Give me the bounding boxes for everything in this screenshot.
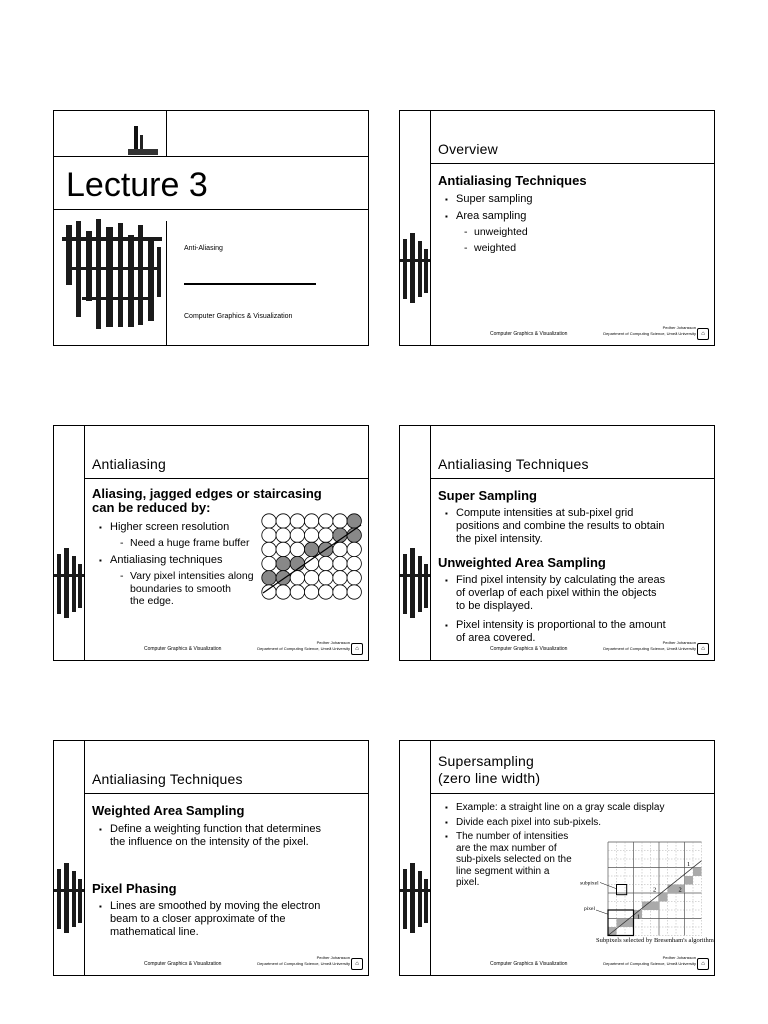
lecture-title: Lecture 3	[66, 166, 208, 204]
subpixel-grid-figure	[580, 838, 710, 950]
pixel-arrow	[596, 910, 608, 914]
bullet: ▪ The number of intensities are the max number of sub-pixels selected on the line segment within a pixel.	[456, 831, 572, 889]
bullet: ▪ Divide each pixel into sub-pixels.	[456, 816, 601, 829]
pixel-circle	[276, 556, 290, 570]
tree-icon	[54, 544, 84, 622]
slide-3	[53, 425, 369, 661]
pixel-circle	[304, 514, 318, 528]
section-heading: Antialiasing Techniques	[438, 173, 587, 188]
pixel-circle	[262, 556, 276, 570]
pixel-circle	[304, 585, 318, 599]
pixel-circle	[262, 528, 276, 542]
footer-course: Computer Graphics & Visualization	[144, 961, 222, 967]
sub-bullet: - Vary pixel intensities along boundaries to smooth the edge.	[130, 570, 254, 608]
tree-icon	[400, 229, 430, 307]
pixel-circle	[319, 528, 333, 542]
footer-course: Computer Graphics & Visualization	[490, 646, 568, 652]
pixel-circle	[319, 514, 333, 528]
tree-illustration-large	[62, 217, 166, 335]
pixel-circle	[304, 571, 318, 585]
footer-author: Pedher Johansson Department of Computing Science, Umeå University	[257, 955, 350, 966]
pixel-circle	[262, 571, 276, 585]
slide-2	[399, 110, 715, 346]
tree-icon	[400, 859, 430, 937]
pixel-circle	[276, 542, 290, 556]
bullet: ▪ Super sampling	[456, 193, 532, 206]
pixel-circle	[290, 542, 304, 556]
pixel-circle	[333, 585, 347, 599]
footer-author: Pedher Johansson Department of Computing Science, Umeå University	[257, 640, 350, 651]
intensity-number: 2	[653, 886, 657, 894]
slide-title: Supersampling (zero line width)	[438, 753, 541, 786]
bullet: ▪ Area sampling	[456, 210, 526, 223]
tree-icon	[54, 859, 84, 937]
line-segment	[608, 861, 702, 936]
pixel-label: pixel	[584, 906, 595, 912]
slide-title: Antialiasing	[92, 456, 166, 472]
pixel-circle	[262, 542, 276, 556]
bullet: ▪ Lines are smoothed by moving the electron beam to a closer approximate of the mathematical line.	[110, 900, 320, 939]
selected-subpixel	[625, 919, 634, 928]
section-heading: Aliasing, jagged edges or staircasing can be reduced by:	[92, 486, 322, 515]
footer-course: Computer Graphics & Visualization	[144, 646, 222, 652]
figure-caption: Subpixels selected by Bresenham's algorithm	[596, 937, 714, 944]
selected-subpixel	[693, 868, 702, 877]
footer-course: Computer Graphics & Visualization	[490, 961, 568, 967]
pixel-circle	[262, 514, 276, 528]
sub-bullet: - Need a huge frame buffer	[130, 537, 249, 550]
slide-5	[53, 740, 369, 976]
pixel-circle	[319, 585, 333, 599]
university-logo-icon: ⌂	[697, 328, 709, 340]
university-logo-icon: ⌂	[351, 958, 363, 970]
footer-author: Pedher Johansson Department of Computing Science, Umeå University	[603, 640, 696, 651]
tree-illustration-top	[124, 121, 164, 157]
pixel-circle	[290, 585, 304, 599]
pixel-circle	[276, 514, 290, 528]
pixel-circle	[347, 542, 361, 556]
intensity-number: 1	[636, 913, 641, 921]
sub-bullet: - weighted	[474, 242, 516, 255]
university-logo-icon: ⌂	[697, 958, 709, 970]
bullet: ▪ Example: a straight line on a gray scale display	[456, 801, 664, 814]
tree-icon	[400, 544, 430, 622]
bullet: ▪ Define a weighting function that determines the influence on the intensity of the pixel.	[110, 823, 321, 849]
pixel-circle	[333, 571, 347, 585]
pixel-circle-grid	[261, 513, 363, 609]
footer-course: Computer Graphics & Visualization	[490, 331, 568, 337]
slide-6	[399, 740, 715, 976]
selected-subpixel	[651, 902, 660, 911]
section-heading: Weighted Area Sampling	[92, 803, 245, 818]
bullet: ▪ Find pixel intensity by calculating the areas of overlap of each pixel within the objects to be displayed.	[456, 574, 665, 613]
bullet: ▪ Higher screen resolution	[110, 521, 229, 534]
slide-1	[53, 110, 369, 346]
pixel-circle	[319, 556, 333, 570]
pixel-circle	[333, 542, 347, 556]
intensity-number: 1	[687, 860, 691, 868]
pixel-circle	[347, 556, 361, 570]
section-heading: Super Sampling	[438, 488, 537, 503]
slide-4	[399, 425, 715, 661]
selected-subpixel	[659, 893, 668, 902]
pixel-circle	[304, 528, 318, 542]
pixel-circle	[290, 528, 304, 542]
bullet: ▪ Antialiasing techniques	[110, 554, 223, 567]
bullet: ▪ Pixel intensity is proportional to the amount of area covered.	[456, 619, 666, 645]
footer-author: Pedher Johansson Department of Computing Science, Umeå University	[603, 325, 696, 336]
university-logo-icon: ⌂	[351, 643, 363, 655]
pixel-circle	[319, 571, 333, 585]
section-heading: Pixel Phasing	[92, 881, 177, 896]
intensity-number: 2	[678, 886, 682, 894]
selected-subpixel	[668, 885, 677, 894]
pixel-circle	[347, 585, 361, 599]
pixel-circle	[290, 514, 304, 528]
subpixel-label: subpixel	[580, 880, 599, 887]
pixel-circle	[333, 556, 347, 570]
section-heading: Unweighted Area Sampling	[438, 555, 606, 570]
pixel-circle	[347, 571, 361, 585]
selected-subpixel	[685, 876, 694, 885]
pixel-circle	[333, 514, 347, 528]
university-logo-icon: ⌂	[697, 643, 709, 655]
course-name: Computer Graphics & Visualization	[184, 313, 293, 320]
slide-title: Overview	[438, 141, 498, 157]
slide-subtitle: Anti-Aliasing	[184, 245, 223, 252]
bullet: ▪ Compute intensities at sub-pixel grid positions and combine the results to obtain the pixel intensity.	[456, 507, 665, 546]
pixel-circle	[276, 528, 290, 542]
footer-author: Pedher Johansson Department of Computing Science, Umeå University	[603, 955, 696, 966]
sub-bullet: - unweighted	[474, 226, 528, 239]
slide-title: Antialiasing Techniques	[92, 771, 243, 787]
pixel-circle	[304, 542, 318, 556]
pixel-circle	[276, 585, 290, 599]
slide-title: Antialiasing Techniques	[438, 456, 589, 472]
